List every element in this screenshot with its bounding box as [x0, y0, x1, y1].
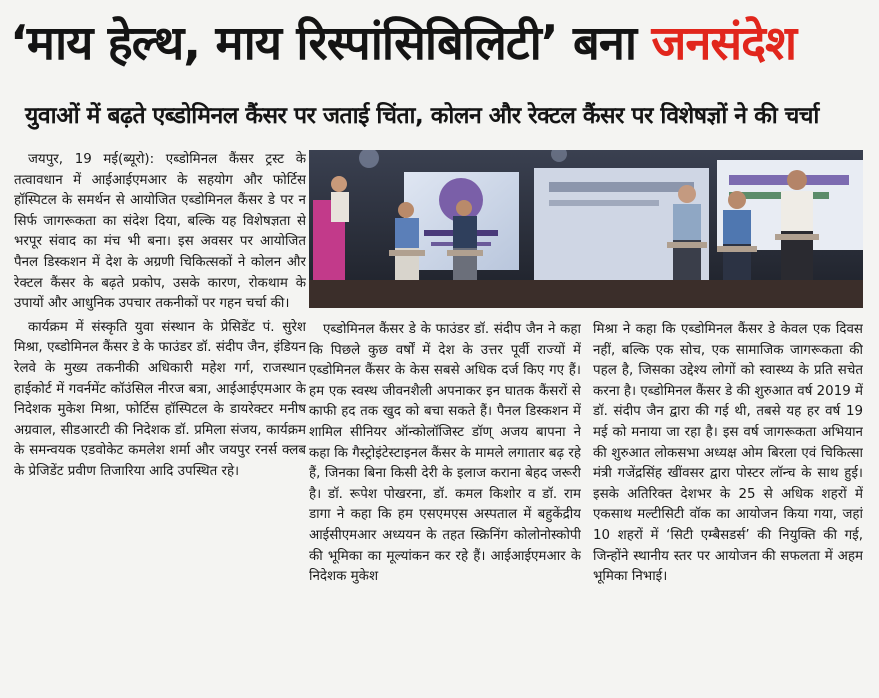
article-paragraph: कार्यक्रम में संस्कृति युवा संस्थान के प्रेसिडेंट पं. सुरेश मिश्रा, एब्डोमिनल कैंसर डे के फाउंडर डॉ. संदीप जैन, इंडियन रेलवे के मुख्य तकनीकी अधिकारी महेश गर्ग, राजस्थान हाईकोर्ट में गवर्नमेंट कॉउंसिल नीरज बत्रा, आईआईएमआर के निदेशक मुकेश मिश्रा, फोर्टिस हॉस्पिटल के डायरेक्टर मनीष अग्रवाल, सीडआरटी की निदेशक डॉ. प्रमिला संजय, कार्यक्रम के समन्वयक एडवोकेट कमलेश शर्मा और जयपुर रनर्स क्लब के प्रेजिडेंट प्रवीण तिजारिया आदि उपस्थित रहे। [14, 319, 306, 479]
headline-brand: जनसंदेश [651, 16, 797, 71]
event-photo [309, 150, 863, 308]
article-column-2 [309, 320, 581, 695]
article-paragraph: एब्डोमिनल कैंसर डे के फाउंडर डॉ. संदीप जैन ने कहा कि पिछले कुछ वर्षों में देश के उत्तर पूर्वी राज्यों में एब्डोमिनल कैंसर के केस सबसे अधिक दर्ज किए गए हैं। हम एक स्वस्थ जीवनशैली अपनाकर इन घातक कैंसरों से काफी हद तक खुद को बचा सकते हैं। पैनल डिस्कशन में शामिल सीनियर ऑन्कोलॉजिस्ट डॉण् अजय बापना ने कहा कि गैस्ट्रोइंटेस्टाइनल कैंसर के मामले लगातार बढ़ रहे हैं, जिनका बिना किसी देरी के इलाज कराना बेहद जरूरी है। डॉ. रूपेश पोखरना, डॉ. कमल किशोर व डॉ. राम डागा ने कहा कि हम एसएमएस अस्पताल में बहुकेंद्रीय आईसीएमआर अध्ययन के तहत स्क्रिनिंग कोलोनोस्कोपी की भूमिका का मूल्यांकन कर रहे हैं। आईआईएमआर के निदेशक मुकेश [309, 322, 581, 585]
headline-main: ‘माय हेल्थ, माय रिस्पांसिबिलिटी’ बना [10, 16, 652, 71]
panel-discussion-photo [309, 150, 863, 308]
subheadline: युवाओं में बढ़ते एब्डोमिनल कैंसर पर जताई चिंता, कोलन और रेक्टल कैंसर पर विशेषज्ञों ने की चर्चा [25, 103, 819, 129]
article-paragraph: मिश्रा ने कहा कि एब्डोमिनल कैंसर डे केवल एक दिवस नहीं, बल्कि एक सोच, एक सामाजिक जागरूकता की पहल है, जिसका उद्देश्य लोगों को स्वास्थ्य के प्रति सचेत करना है। एब्डोमिनल कैंसर डे की शुरुआत वर्ष 2019 में डॉ. संदीप जैन द्वारा की गई थी, तबसे यह हर वर्ष 19 मई को मनाया जा रहा है। इस वर्ष जागरूकता अभियान की शुरुआत लोकसभा अध्यक्ष ओम बिरला एवं चिकित्सा मंत्री गजेंद्रसिंह खींवसर द्वारा पोस्टर लॉन्च के साथ हुई। इसके अतिरिक्त देशभर के 25 से अधिक शहरों में एकसाथ मल्टीसिटी वॉक का आयोजन किया गया, जहां 10 शहरों में ‘सिटी एम्बैसडर्स’ की नियुक्ति की गई, जिन्होंने स्थानीय स्तर पर आयोजन की सफलता में अहम भूमिका निभाई। [593, 322, 863, 585]
headline [10, 4, 870, 84]
article-paragraph: जयपुर, 19 मई(ब्यूरो): एब्डोमिनल कैंसर ट्रस्ट के तत्वावधान में आईआईएमआर के सहयोग और फोर्टिस हॉस्पिटल के समर्थन से आयोजित एब्डोमिनल कैंसर डे पर न सिर्फ जागरूकता का संदेश दिया, बल्कि यह विशेषज्ञता से भरपूर संवाद का मंच भी बना। इस अवसर पर आयोजित पैनल डिस्कशन में देश के अग्रणी चिकित्सकों ने कोलन और रेक्टल कैंसर के बढ़ते प्रकोप, उसके कारण, रोकथाम के उपायों और आधुनिक उपचार तकनीकों पर गहन चर्चा की। [14, 152, 306, 312]
article-column-3 [593, 320, 863, 695]
article-column-1 [14, 150, 306, 695]
